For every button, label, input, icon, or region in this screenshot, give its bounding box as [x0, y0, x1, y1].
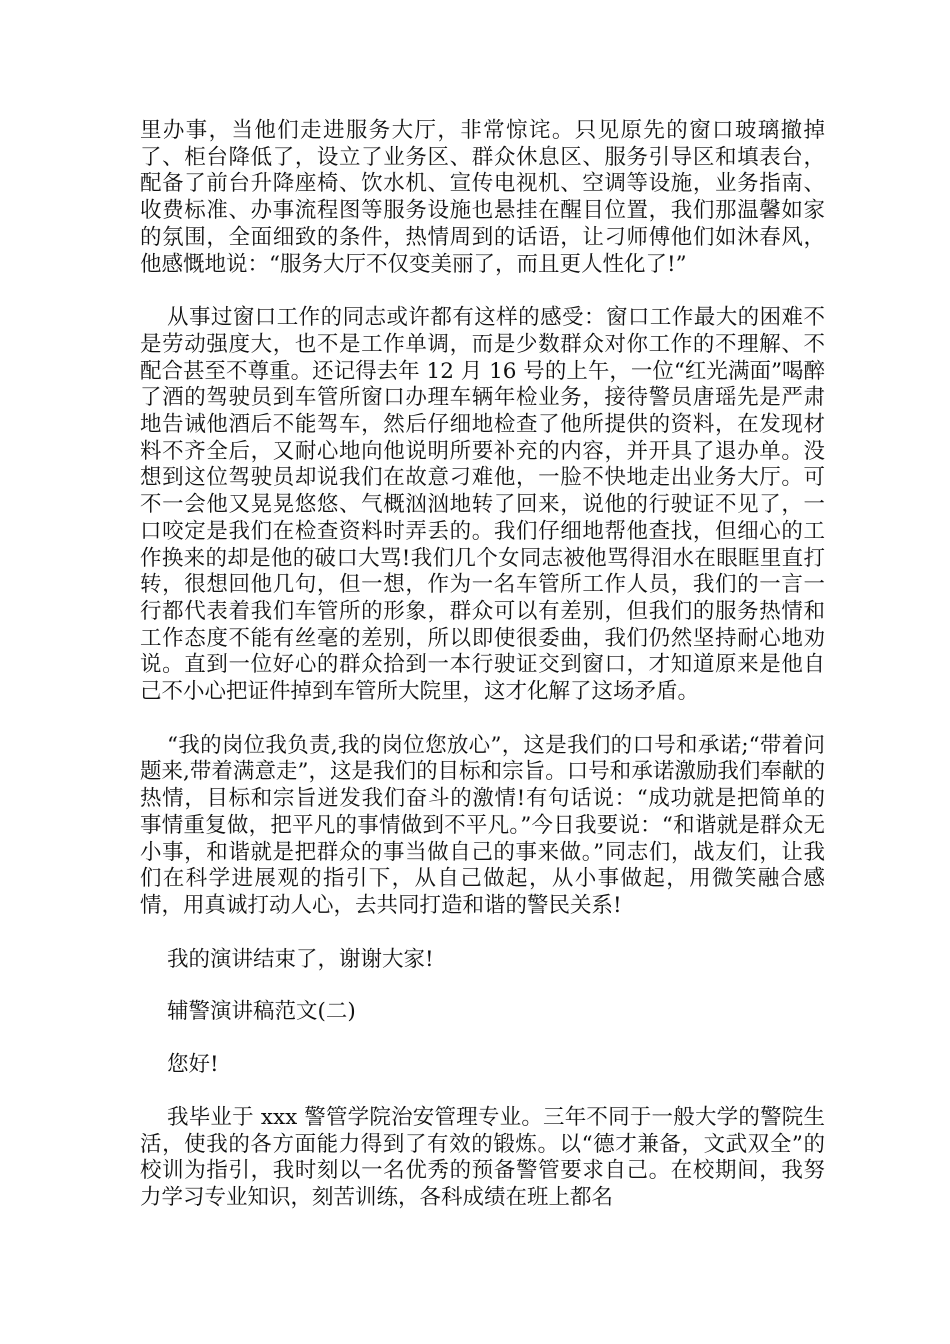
paragraph-slogan: “我的岗位我负责,我的岗位您放心”，这是我们的口号和承诺;“带着问题来,带着满意走”，这是我们的目标和宗旨。口号和承诺激励我们奉献的热情，目标和宗旨迸发我们奋斗的激情!有句话说：“成功就是把简单的事情重复做，把平凡的事情做到不平凡。”今日我要说：“和谐就是群众无小事，和谐就是把群众的事当做自己的事来做。”同志们，战友们，让我们在科学进展观的指引下，从自己做起，从小事做起，用微笑融合感情，用真诚打动人心，去共同打造和谐的警民关系! — [140, 732, 825, 918]
paragraph-education: 我毕业于 xxx 警管学院治安管理专业。三年不同于一般大学的警院生活，使我的各方面能力得到了有效的锻炼。以“德才兼备，文武双全”的校训为指引，我时刻以一名优秀的预备警管要求自己。在校期间，我努力学习专业知识，刻苦训练，各科成绩在班上都名 — [140, 1104, 825, 1210]
section-heading: 辅警演讲稿范文(二) — [167, 999, 356, 1025]
paragraph-service-hall: 里办事，当他们走进服务大厅，非常惊诧。只见原先的窗口玻璃撤掉了、柜台降低了，设立了业务区、群众休息区、服务引导区和填表台，配备了前台升降座椅、饮水机、宣传电视机、空调等设施，业务指南、收费标准、办事流程图等服务设施也悬挂在醒目位置，我们那温馨如家的氛围，全面细致的条件，热情周到的话语，让刁师傅他们如沐春风，他感慨地说：“服务大厅不仅变美丽了，而且更人性化了!” — [140, 118, 825, 277]
paragraph-closing: 我的演讲结束了，谢谢大家! — [167, 946, 434, 972]
document-body — [140, 118, 825, 1239]
paragraph-greeting: 您好! — [167, 1052, 219, 1078]
paragraph-window-work: 从事过窗口工作的同志或许都有这样的感受：窗口工作最大的困难不是劳动强度大，也不是工作单调，而是少数群众对你工作的不理解、不配合甚至不尊重。还记得去年 12 月 16 号的上午，一位“红光满面”喝醉了酒的驾驶员到车管所窗口办理车辆年检业务，接待警员唐瑶先是严肃地告诫他酒后不能驾车，然后仔细地检查了他所提供的资料，在发现材料不齐全后，又耐心地向他说明所要补充的内容，并开具了退办单。没想到这位驾驶员却说我们在故意刁难他，一脸不快地走出业务大厅。可不一会他又晃晃悠悠、气概汹汹地转了回来，说他的行驶证不见了，一口咬定是我们在检查资料时弄丢的。我们仔细地帮他查找，但细心的工作换来的却是他的破口大骂!我们几个女同志被他骂得泪水在眼眶里直打转，很想回他几句，但一想，作为一名车管所工作人员，我们的一言一行都代表着我们车管所的形象，群众可以有差别，但我们的服务热情和工作态度不能有丝毫的差别，所以即使很委曲，我们仍然坚持耐心地劝说。直到一位好心的群众拾到一本行驶证交到窗口，才知道原来是他自己不小心把证件掉到车管所大院里，这才化解了这场矛盾。 — [140, 305, 825, 705]
